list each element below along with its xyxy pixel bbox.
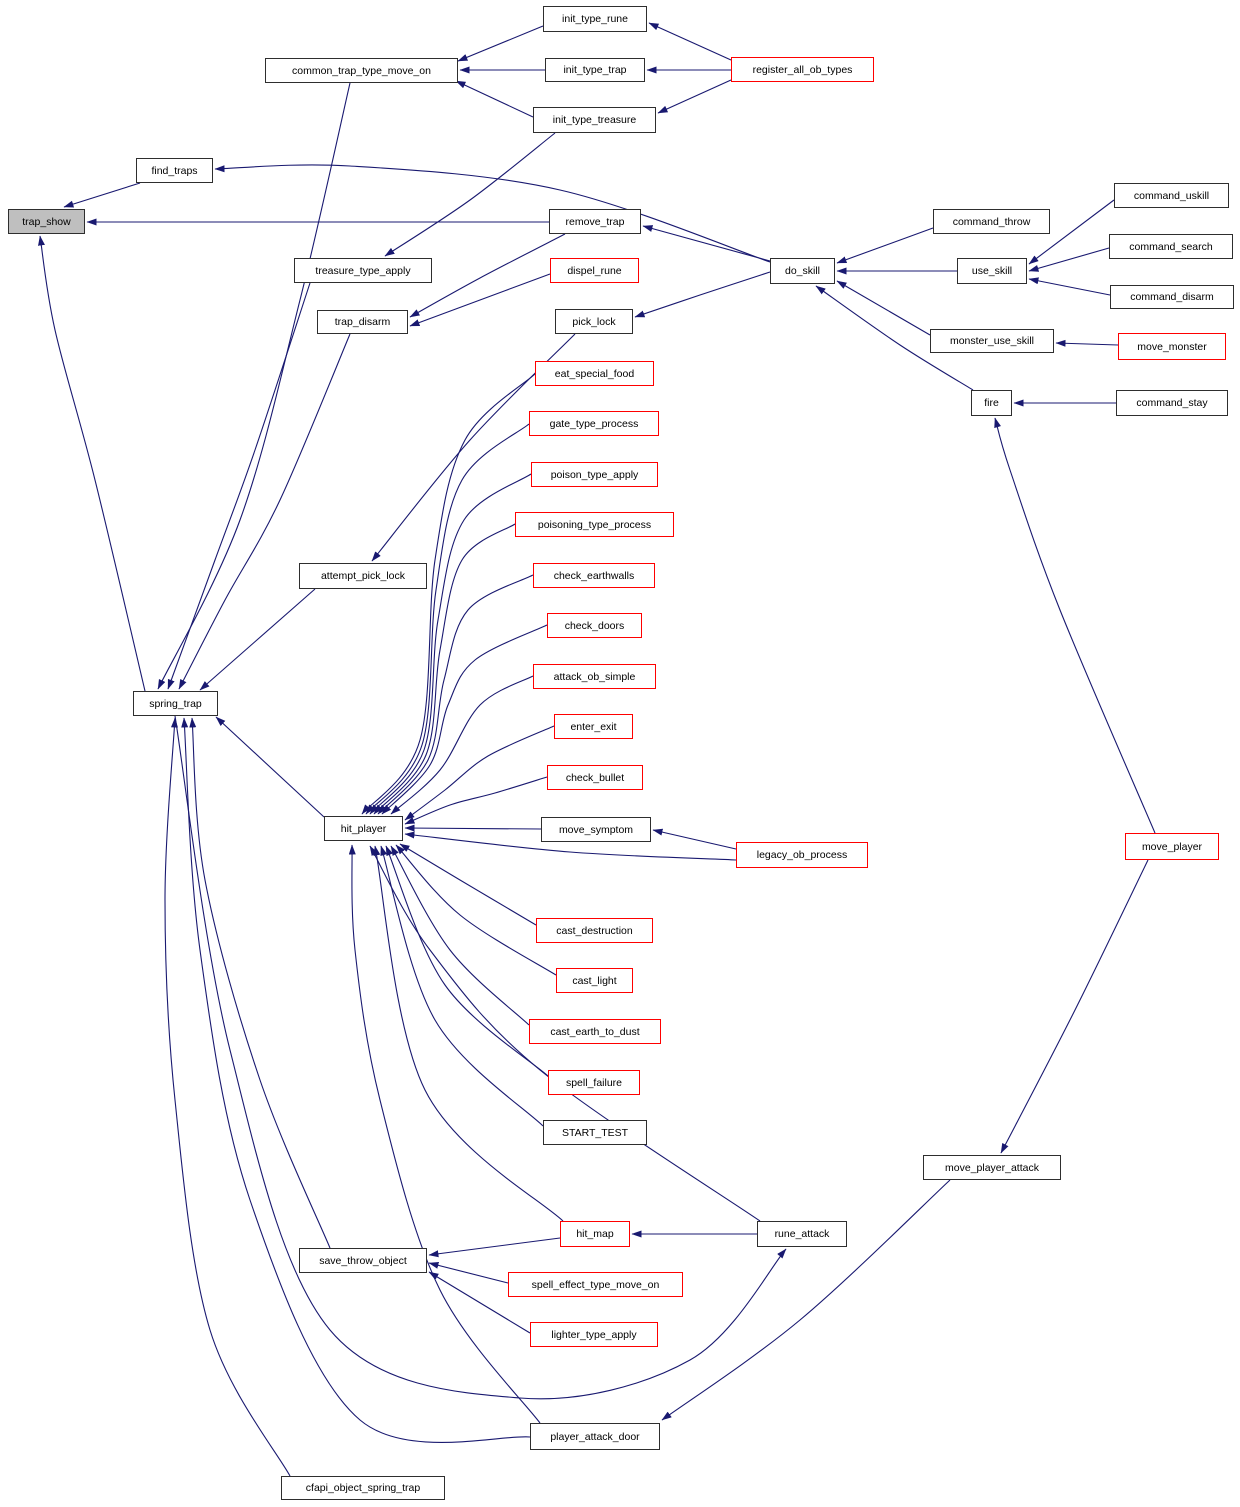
edge-spring_trap-to-rune_attack (175, 716, 786, 1399)
edge-move_player_attack-to-player_attack_door (662, 1180, 950, 1420)
node-hit_player[interactable]: hit_player (324, 816, 403, 841)
edge-remove_trap-to-trap_disarm (410, 234, 565, 317)
edge-command_throw-to-do_skill (837, 228, 933, 263)
edge-do_skill-to-remove_trap (643, 226, 770, 261)
node-command_uskill[interactable]: command_uskill (1114, 183, 1229, 208)
node-poison_type_apply[interactable]: poison_type_apply (531, 462, 658, 487)
node-command_disarm[interactable]: command_disarm (1110, 285, 1234, 309)
node-command_stay[interactable]: command_stay (1116, 390, 1228, 416)
edge-do_skill-to-pick_lock (635, 272, 770, 317)
node-fire[interactable]: fire (971, 390, 1012, 416)
node-cast_earth_to_dust[interactable]: cast_earth_to_dust (529, 1019, 661, 1044)
node-spring_trap[interactable]: spring_trap (133, 691, 218, 716)
edge-do_skill-to-find_traps (215, 165, 770, 262)
edge-check_earthwalls-to-hit_player (378, 575, 533, 814)
node-enter_exit[interactable]: enter_exit (554, 714, 633, 739)
node-check_doors[interactable]: check_doors (547, 613, 642, 638)
node-save_throw_object[interactable]: save_throw_object (299, 1248, 427, 1273)
edge-command_disarm-to-use_skill (1029, 279, 1110, 295)
node-check_earthwalls[interactable]: check_earthwalls (533, 563, 655, 588)
node-pick_lock[interactable]: pick_lock (555, 309, 633, 334)
edge-spring_trap-to-trap_show (40, 236, 145, 691)
edge-gate_type_process-to-hit_player (366, 424, 529, 814)
node-gate_type_process[interactable]: gate_type_process (529, 411, 659, 436)
node-legacy_ob_process[interactable]: legacy_ob_process (736, 842, 868, 868)
node-rune_attack[interactable]: rune_attack (757, 1221, 847, 1247)
edge-cast_destruction-to-hit_player (400, 844, 536, 925)
edge-START_TEST-to-hit_player (381, 846, 543, 1126)
node-START_TEST[interactable]: START_TEST (543, 1120, 647, 1145)
node-init_type_treasure[interactable]: init_type_treasure (533, 107, 656, 133)
node-treasure_type_apply[interactable]: treasure_type_apply (294, 258, 432, 283)
node-find_traps[interactable]: find_traps (136, 158, 213, 183)
node-move_monster[interactable]: move_monster (1118, 333, 1226, 360)
edge-hit_map-to-save_throw_object (429, 1238, 560, 1255)
node-init_type_trap[interactable]: init_type_trap (545, 58, 645, 82)
node-hit_map[interactable]: hit_map (560, 1221, 630, 1247)
edge-move_player-to-move_player_attack (1001, 860, 1148, 1153)
node-attack_ob_simple[interactable]: attack_ob_simple (533, 664, 656, 689)
node-lighter_type_apply[interactable]: lighter_type_apply (530, 1322, 658, 1347)
edge-init_type_treasure-to-treasure_type_apply (385, 133, 555, 256)
node-command_search[interactable]: command_search (1109, 234, 1233, 259)
node-move_player_attack[interactable]: move_player_attack (923, 1155, 1061, 1180)
node-poisoning_type_process[interactable]: poisoning_type_process (515, 512, 674, 537)
node-cast_destruction[interactable]: cast_destruction (536, 918, 653, 943)
node-spell_effect_type_move_on[interactable]: spell_effect_type_move_on (508, 1272, 683, 1297)
node-spell_failure[interactable]: spell_failure (548, 1070, 640, 1095)
node-attempt_pick_lock[interactable]: attempt_pick_lock (299, 563, 427, 589)
edge-hit_player-to-spring_trap (216, 717, 324, 817)
node-remove_trap[interactable]: remove_trap (549, 209, 641, 234)
edge-move_symptom-to-hit_player (405, 828, 541, 829)
node-move_player[interactable]: move_player (1125, 833, 1219, 860)
edge-attempt_pick_lock-to-spring_trap (200, 589, 315, 690)
node-do_skill[interactable]: do_skill (770, 258, 835, 284)
node-register_all_ob_types[interactable]: register_all_ob_types (731, 57, 874, 82)
node-cast_light[interactable]: cast_light (556, 968, 633, 993)
edge-eat_special_food-to-hit_player (362, 374, 535, 814)
edge-move_player-to-fire (995, 418, 1155, 833)
edge-move_monster-to-monster_use_skill (1056, 343, 1118, 345)
node-monster_use_skill[interactable]: monster_use_skill (930, 329, 1054, 353)
edge-trap_disarm-to-spring_trap (179, 334, 350, 689)
node-move_symptom[interactable]: move_symptom (541, 817, 651, 842)
edge-register_all_ob_types-to-init_type_rune (649, 23, 731, 60)
node-eat_special_food[interactable]: eat_special_food (535, 361, 654, 386)
node-player_attack_door[interactable]: player_attack_door (530, 1423, 660, 1450)
node-init_type_rune[interactable]: init_type_rune (543, 6, 647, 32)
edge-spell_effect_type_move_on-to-save_throw_object (429, 1263, 508, 1283)
edge-cast_earth_to_dust-to-hit_player (391, 846, 529, 1025)
node-check_bullet[interactable]: check_bullet (547, 765, 643, 790)
edge-command_search-to-use_skill (1029, 248, 1109, 271)
node-common_trap_type_move_on[interactable]: common_trap_type_move_on (265, 58, 458, 83)
edge-find_traps-to-trap_show (64, 183, 140, 207)
edge-init_type_rune-to-common_trap_type_move_on (458, 26, 543, 61)
node-dispel_rune[interactable]: dispel_rune (550, 258, 639, 283)
node-trap_disarm[interactable]: trap_disarm (317, 310, 408, 334)
edge-attack_ob_simple-to-hit_player (391, 676, 533, 814)
edge-init_type_treasure-to-common_trap_type_move_on (456, 81, 533, 117)
edge-poison_type_apply-to-hit_player (370, 474, 531, 814)
node-trap_show[interactable]: trap_show (8, 209, 85, 234)
edge-spell_failure-to-hit_player (386, 846, 548, 1076)
edge-cast_light-to-hit_player (396, 845, 556, 975)
node-use_skill[interactable]: use_skill (957, 258, 1027, 284)
edge-register_all_ob_types-to-init_type_treasure (658, 80, 731, 113)
edge-player_attack_door-to-hit_player (352, 845, 540, 1423)
edge-legacy_ob_process-to-move_symptom (653, 830, 736, 849)
edge-cfapi_object_spring_trap-to-spring_trap (165, 718, 290, 1476)
edge-check_doors-to-hit_player (382, 625, 547, 814)
edge-monster_use_skill-to-do_skill (837, 281, 930, 335)
node-command_throw[interactable]: command_throw (933, 209, 1050, 234)
node-cfapi_object_spring_trap[interactable]: cfapi_object_spring_trap (281, 1476, 445, 1500)
